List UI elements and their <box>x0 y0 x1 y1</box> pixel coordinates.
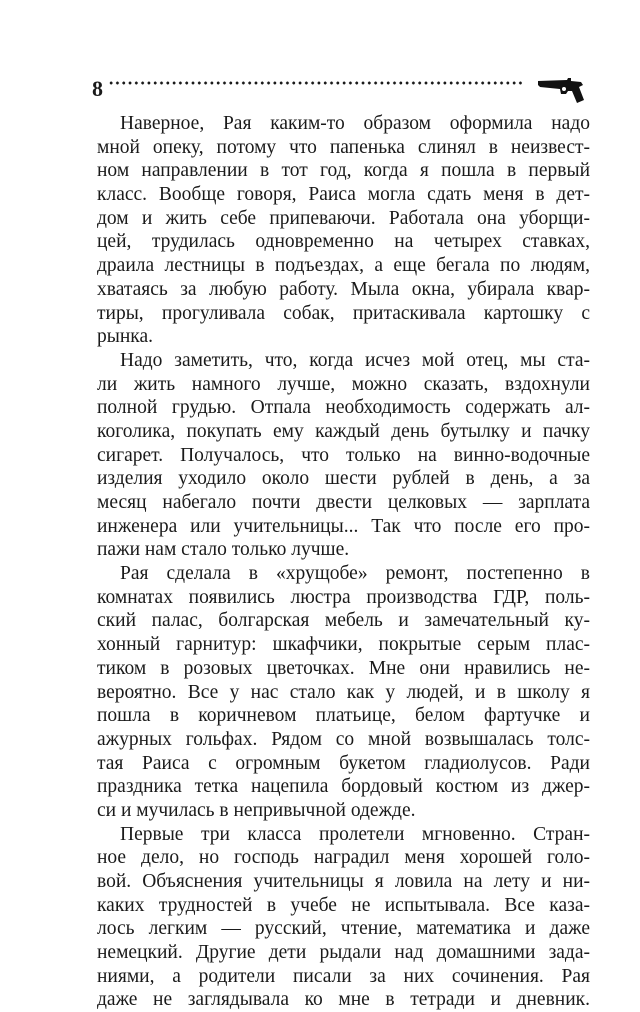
text-line: тиком в розовых цветочках. Мне они нравились не- <box>97 657 590 679</box>
text-line: каких трудностей в учебе не испытывала. Все каза- <box>97 894 590 916</box>
text-line: класс. Вообще говоря, Раиса могла сдать меня в дет- <box>97 184 590 206</box>
text-line: си и мучилась в непривычной одежде. <box>97 799 416 821</box>
text-line: рынка. <box>97 326 153 348</box>
dotted-rule <box>108 80 522 86</box>
text-line: ном направлении в тот год, когда я пошла в первый <box>97 160 590 182</box>
text-line: полной грудью. Отпала необходимость содержать ал- <box>97 397 590 419</box>
text-line: изделия уходило около шести рублей в день, а за <box>97 468 590 490</box>
text-line: сигарет. Получалось, что только на винно-водочные <box>97 444 590 466</box>
text-line: лось легким — русский, чтение, математика и даже <box>97 918 590 940</box>
text-line: ажурных гольфах. Рядом со мной возвышалась толс- <box>97 728 590 750</box>
text-line: пажи нам стало только лучше. <box>97 539 350 561</box>
text-line: мной опеку, потому что папенька слинял в неизвест- <box>97 136 590 158</box>
text-line: тая Раиса с огромным букетом гладиолусов. Ради <box>97 752 590 774</box>
text-line: вой. Объяснения учительницы я ловила на лету и ни- <box>97 871 590 892</box>
text-line: дом и жить себе припеваючи. Работала она уборщи- <box>97 207 590 229</box>
text-line: даже не заглядывала ко мне в тетради и дневник. <box>97 989 590 1011</box>
page-number: 8 <box>92 76 103 101</box>
text-line: хонный гарнитур: шкафчики, покрытые серым плас- <box>97 634 590 656</box>
text-line: драила лестницы в подъездах, а еще бегала по людям, <box>97 255 590 277</box>
text-line: праздника тетка нацепила бордовый костюм из джер- <box>97 776 590 798</box>
text-line: месяц набегало почти двести целковых — зарплата <box>97 492 590 513</box>
revolver-icon <box>537 76 587 104</box>
text-line: немецкий. Другие дети рыдали над домашними зада- <box>97 942 590 964</box>
text-line: комнатах появились люстра производства ГДР, поль- <box>97 586 590 608</box>
text-line: цей, трудилась одновременно на четырех ставках, <box>97 231 590 253</box>
text-line: Наверное, Рая каким-то образом оформила надо <box>120 113 590 134</box>
running-header <box>92 74 588 104</box>
text-line: Надо заметить, что, когда исчез мой отец, мы ста- <box>120 349 590 371</box>
text-line: тиры, прогуливала собак, притаскивала картошку с <box>97 302 590 324</box>
text-line: ниями, а родители писали за них сочинения. Рая <box>97 965 590 987</box>
text-line: ли жить намного лучше, можно сказать, вздохнули <box>97 373 590 395</box>
text-line: инженера или учительницы... Так что после его про- <box>97 515 590 537</box>
text-line: ский палас, болгарская мебель и замечательный ку- <box>97 610 590 632</box>
body-text <box>97 112 590 1012</box>
text-line: Рая сделала в «хрущобе» ремонт, постепенно в <box>120 563 590 585</box>
text-line: Первые три класса пролетели мгновенно. Стран- <box>120 823 590 845</box>
text-line: пошла в коричневом платьице, белом фартучке и <box>97 705 590 727</box>
text-line: коголика, покупать ему каждый день бутылку и пачку <box>97 420 590 442</box>
text-line: вероятно. Все у нас стало как у людей, и в школу я <box>97 681 590 703</box>
text-line: хватаясь за любую работу. Мыла окна, убирала квар- <box>97 278 590 300</box>
text-line: ное дело, но господь наградил меня хорошей голо- <box>97 847 590 869</box>
